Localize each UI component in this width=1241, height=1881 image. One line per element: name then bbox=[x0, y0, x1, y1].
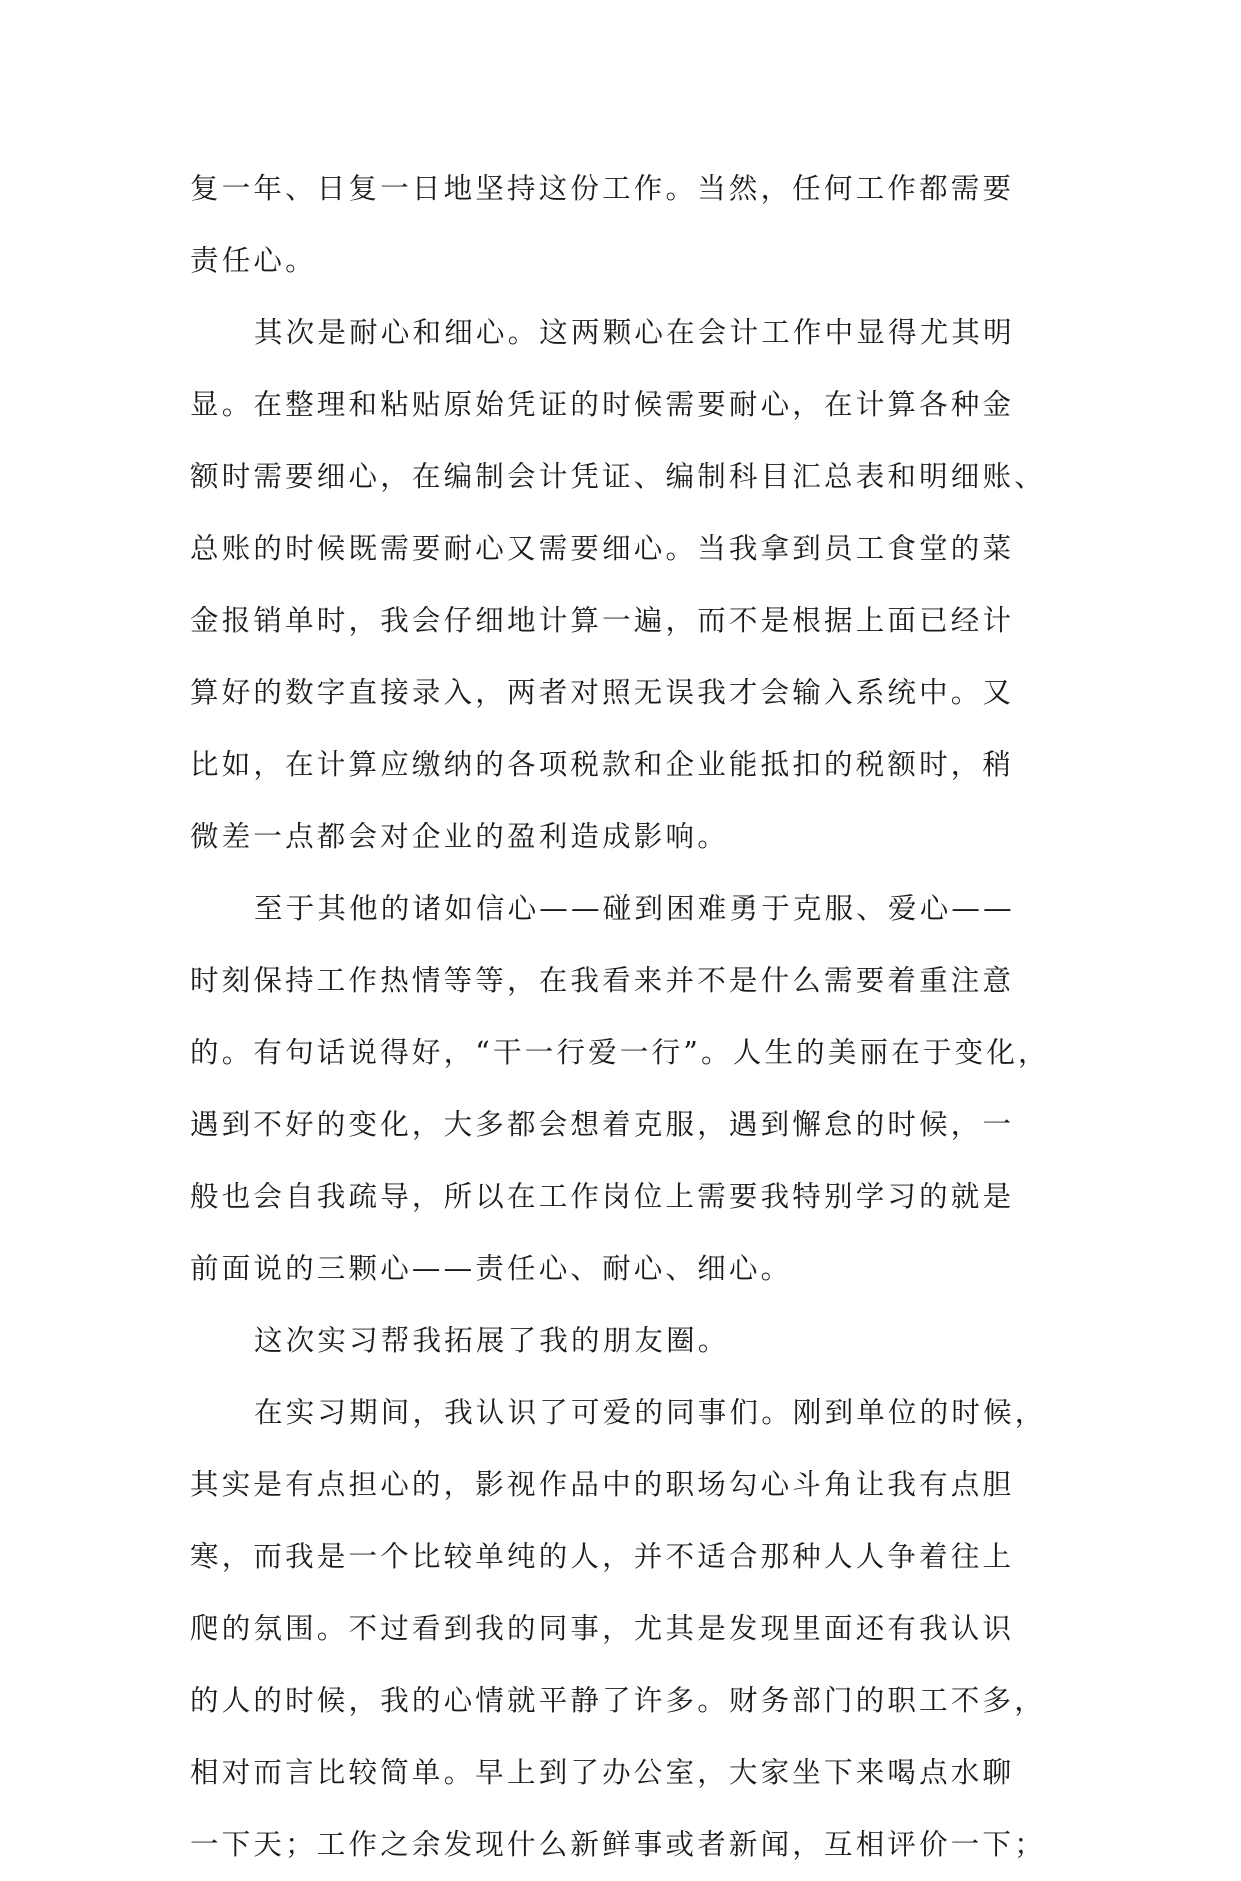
text-line: 一下天；工作之余发现什么新鲜事或者新闻，互相评价一下； bbox=[190, 1828, 1046, 1861]
text-line: 相对而言比较简单。早上到了办公室，大家坐下来喝点水聊 bbox=[190, 1756, 1015, 1789]
text-line: 复一年、日复一日地坚持这份工作。当然，任何工作都需要 bbox=[190, 172, 1015, 205]
text-line: 额时需要细心，在编制会计凭证、编制科目汇总表和明细账、 bbox=[190, 460, 1046, 493]
text-line: 的人的时候，我的心情就平静了许多。财务部门的职工不多， bbox=[190, 1684, 1046, 1717]
text-line: 其次是耐心和细心。这两颗心在会计工作中显得尤其明 bbox=[254, 316, 1015, 349]
text-line: 比如，在计算应缴纳的各项税款和企业能抵扣的税额时，稍 bbox=[190, 748, 1015, 781]
document-body bbox=[190, 153, 1055, 1881]
text-line: 总账的时候既需要耐心又需要细心。当我拿到员工食堂的菜 bbox=[190, 532, 1015, 565]
text-line: 其实是有点担心的，影视作品中的职场勾心斗角让我有点胆 bbox=[190, 1468, 1015, 1501]
text-line: 算好的数字直接录入，两者对照无误我才会输入系统中。又 bbox=[190, 676, 1015, 709]
text-line: 责任心。 bbox=[190, 244, 317, 277]
text-line: 的。有句话说得好，“干一行爱一行”。人生的美丽在于变化， bbox=[190, 1036, 1050, 1069]
text-line: 显。在整理和粘贴原始凭证的时候需要耐心，在计算各种金 bbox=[190, 388, 1015, 421]
text-line: 金报销单时，我会仔细地计算一遍，而不是根据上面已经计 bbox=[190, 604, 1015, 637]
text-line: 般也会自我疏导，所以在工作岗位上需要我特别学习的就是 bbox=[190, 1180, 1015, 1213]
text-line: 时刻保持工作热情等等，在我看来并不是什么需要着重注意 bbox=[190, 964, 1015, 997]
text-line: 至于其他的诸如信心——碰到困难勇于克服、爱心—— bbox=[254, 892, 1015, 925]
text-line: 遇到不好的变化，大多都会想着克服，遇到懈怠的时候，一 bbox=[190, 1108, 1015, 1141]
text-line: 这次实习帮我拓展了我的朋友圈。 bbox=[254, 1324, 730, 1357]
text-line: 寒，而我是一个比较单纯的人，并不适合那种人人争着往上 bbox=[190, 1540, 1015, 1573]
text-line: 前面说的三颗心——责任心、耐心、细心。 bbox=[190, 1252, 793, 1285]
text-line: 爬的氛围。不过看到我的同事，尤其是发现里面还有我认识 bbox=[190, 1612, 1015, 1645]
text-line: 在实习期间，我认识了可爱的同事们。刚到单位的时候， bbox=[254, 1396, 1047, 1429]
text-line: 微差一点都会对企业的盈利造成影响。 bbox=[190, 820, 729, 853]
